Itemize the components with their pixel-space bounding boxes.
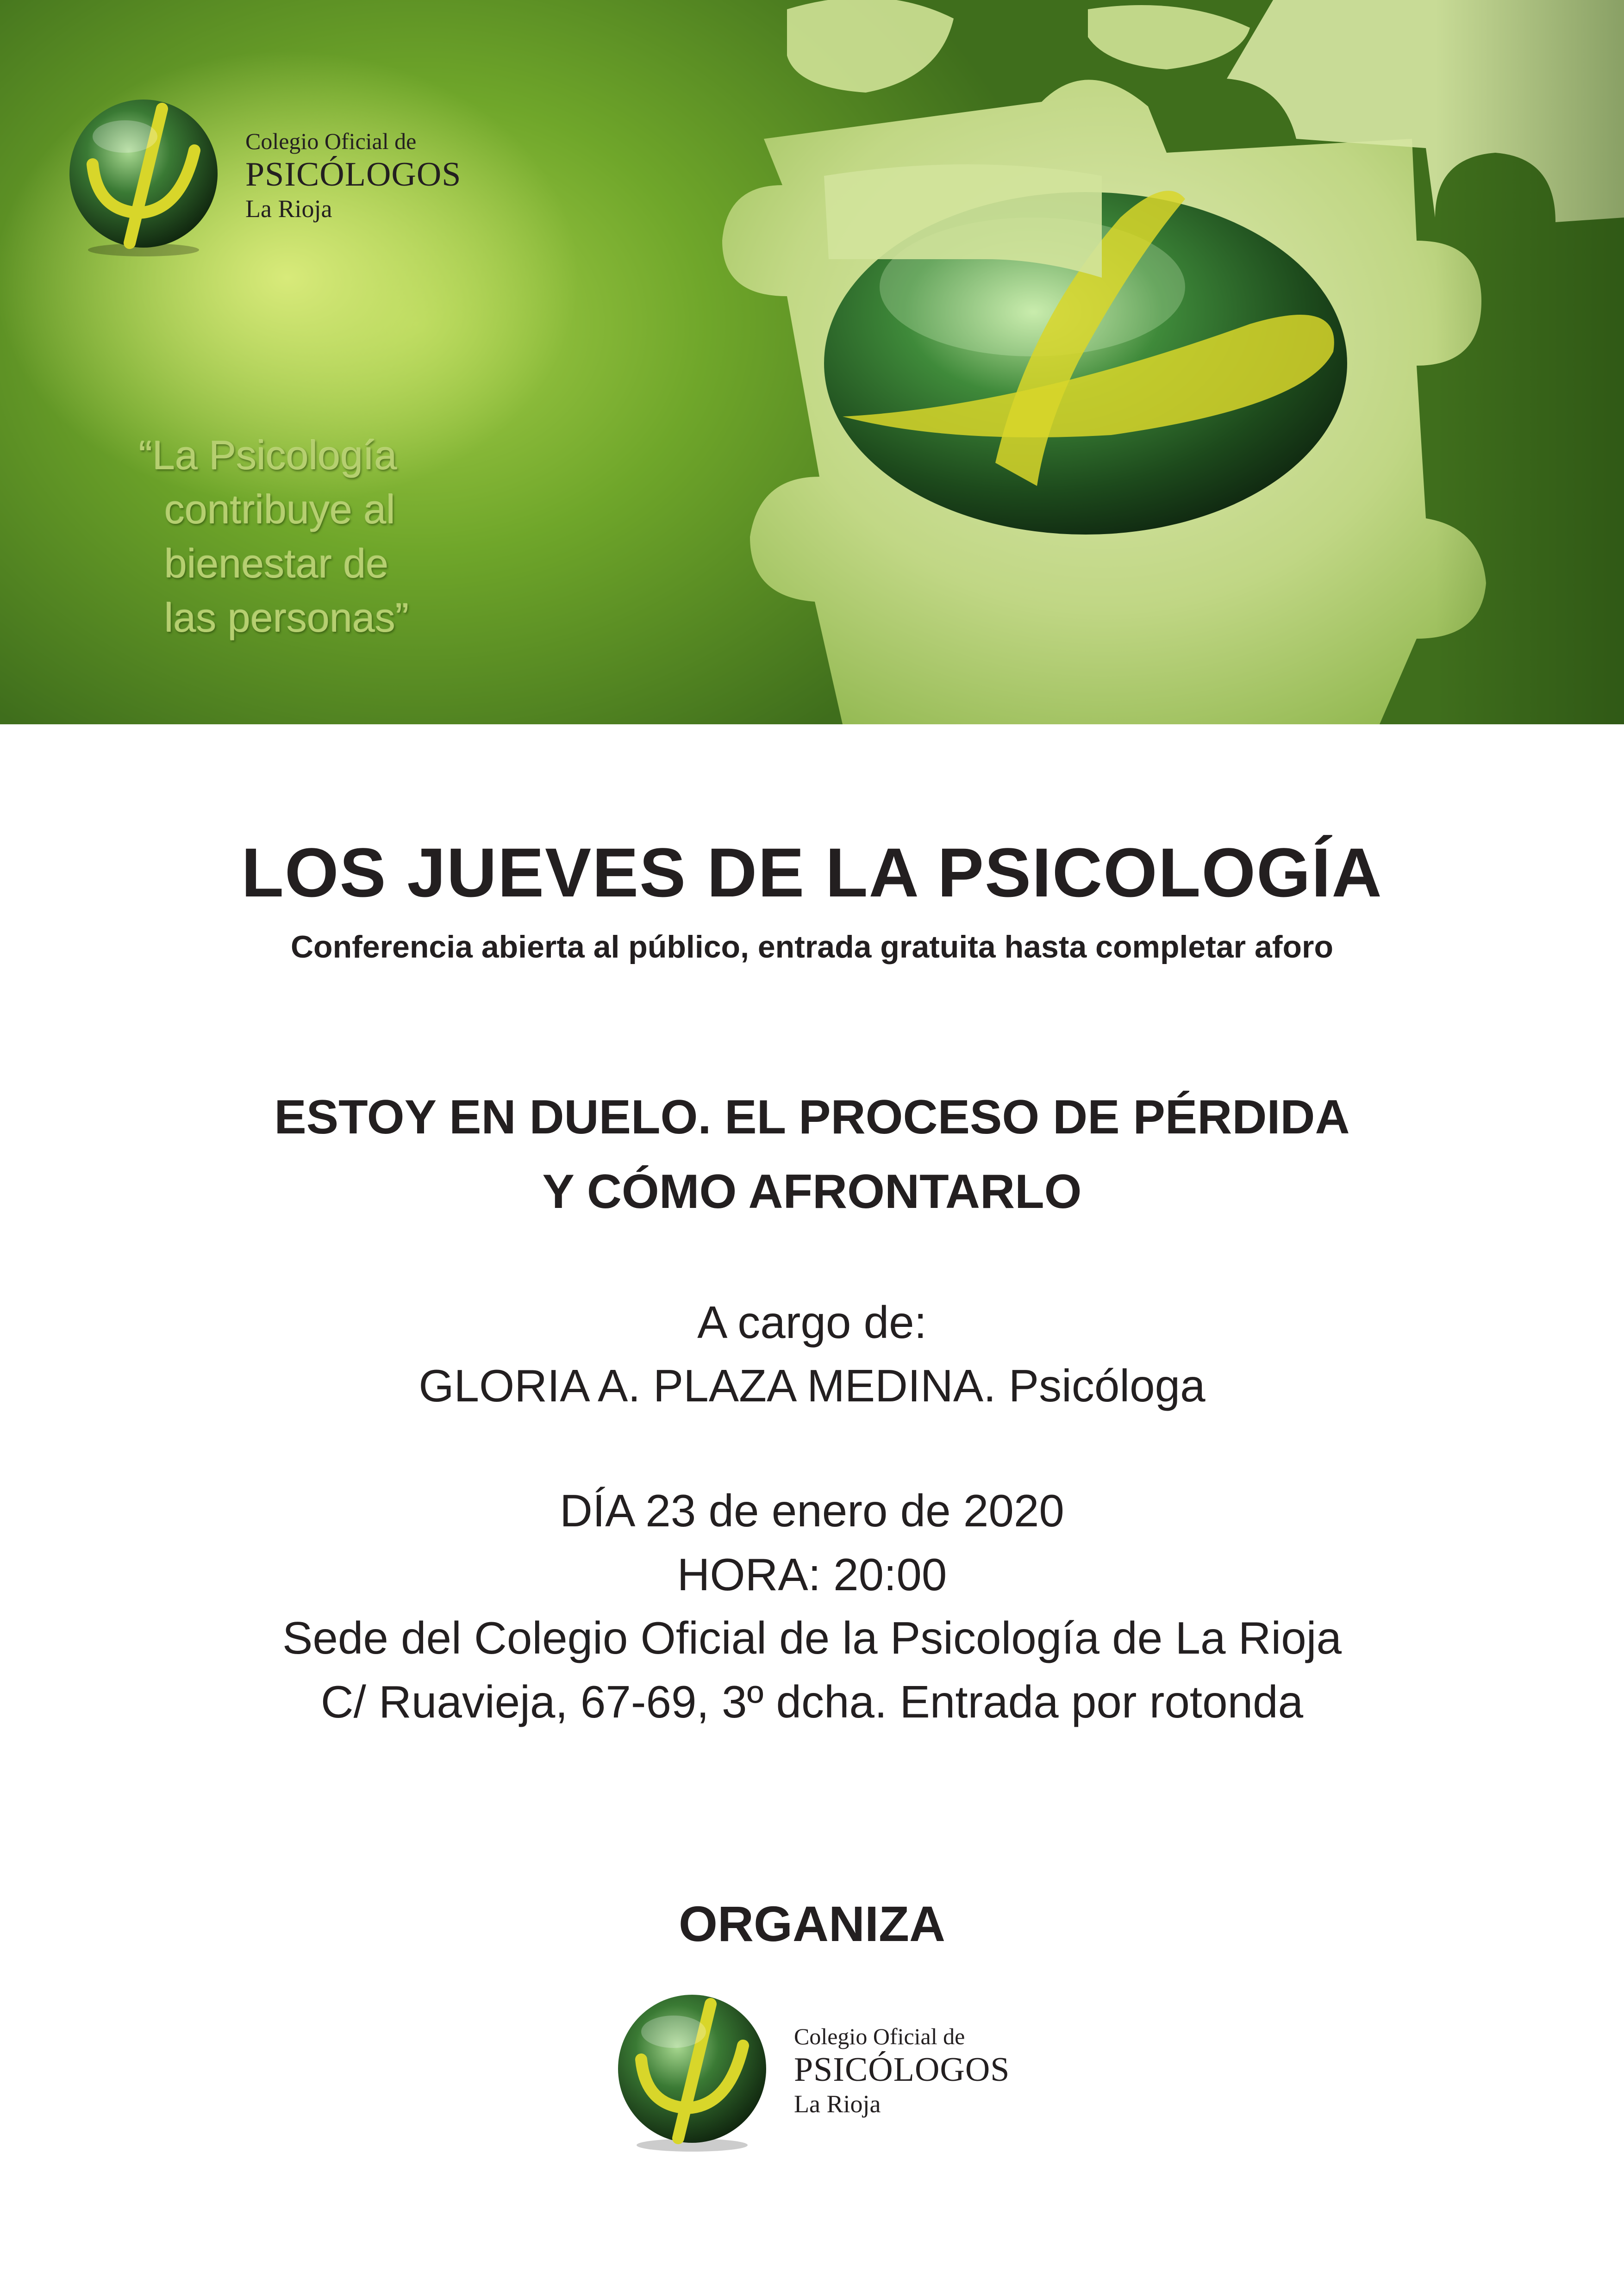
quote-line: bienestar de [164,541,389,586]
college-logo-top [65,95,481,271]
speaker-name: GLORIA A. PLAZA MEDINA. Psicóloga [418,1360,1206,1411]
logo-line-1: Colegio Oficial de [245,128,417,154]
psi-orb-icon [613,1990,771,2154]
logo-line-2: PSICÓLOGOS [794,2051,1010,2089]
psi-orb-icon [65,95,222,259]
series-subtitle: Conferencia abierta al público, entrada gratuita hasta completar aforo [290,929,1334,964]
event-address: C/ Ruavieja, 67-69, 3º dcha. Entrada por rotonda [320,1676,1304,1727]
banner-quote [139,428,491,645]
logo-line-3: La Rioja [245,195,332,223]
logo-line-3: La Rioja [794,2090,881,2118]
logo-line-2: PSICÓLOGOS [245,156,462,193]
quote-line: contribuye al [164,486,395,532]
talk-title-line-1: ESTOY EN DUELO. EL PROCESO DE PÉRDIDA [274,1090,1350,1144]
event-time: HORA: 20:00 [677,1549,947,1600]
quote-line: las personas” [164,595,409,641]
event-date: DÍA 23 de enero de 2020 [560,1485,1064,1536]
header-banner [0,0,1624,724]
college-logo-bottom [613,1990,1030,2166]
event-venue: Sede del Colegio Oficial de la Psicología de La Rioja [282,1612,1342,1663]
speaker-label: A cargo de: [697,1297,927,1348]
organizer-label: ORGANIZA [679,1896,945,1952]
quote-line: “La Psicología [139,432,397,478]
series-title: LOS JUEVES DE LA PSICOLOGÍA [241,834,1383,911]
logo-line-1: Colegio Oficial de [794,2023,965,2049]
talk-title-line-2: Y CÓMO AFRONTARLO [542,1165,1082,1219]
